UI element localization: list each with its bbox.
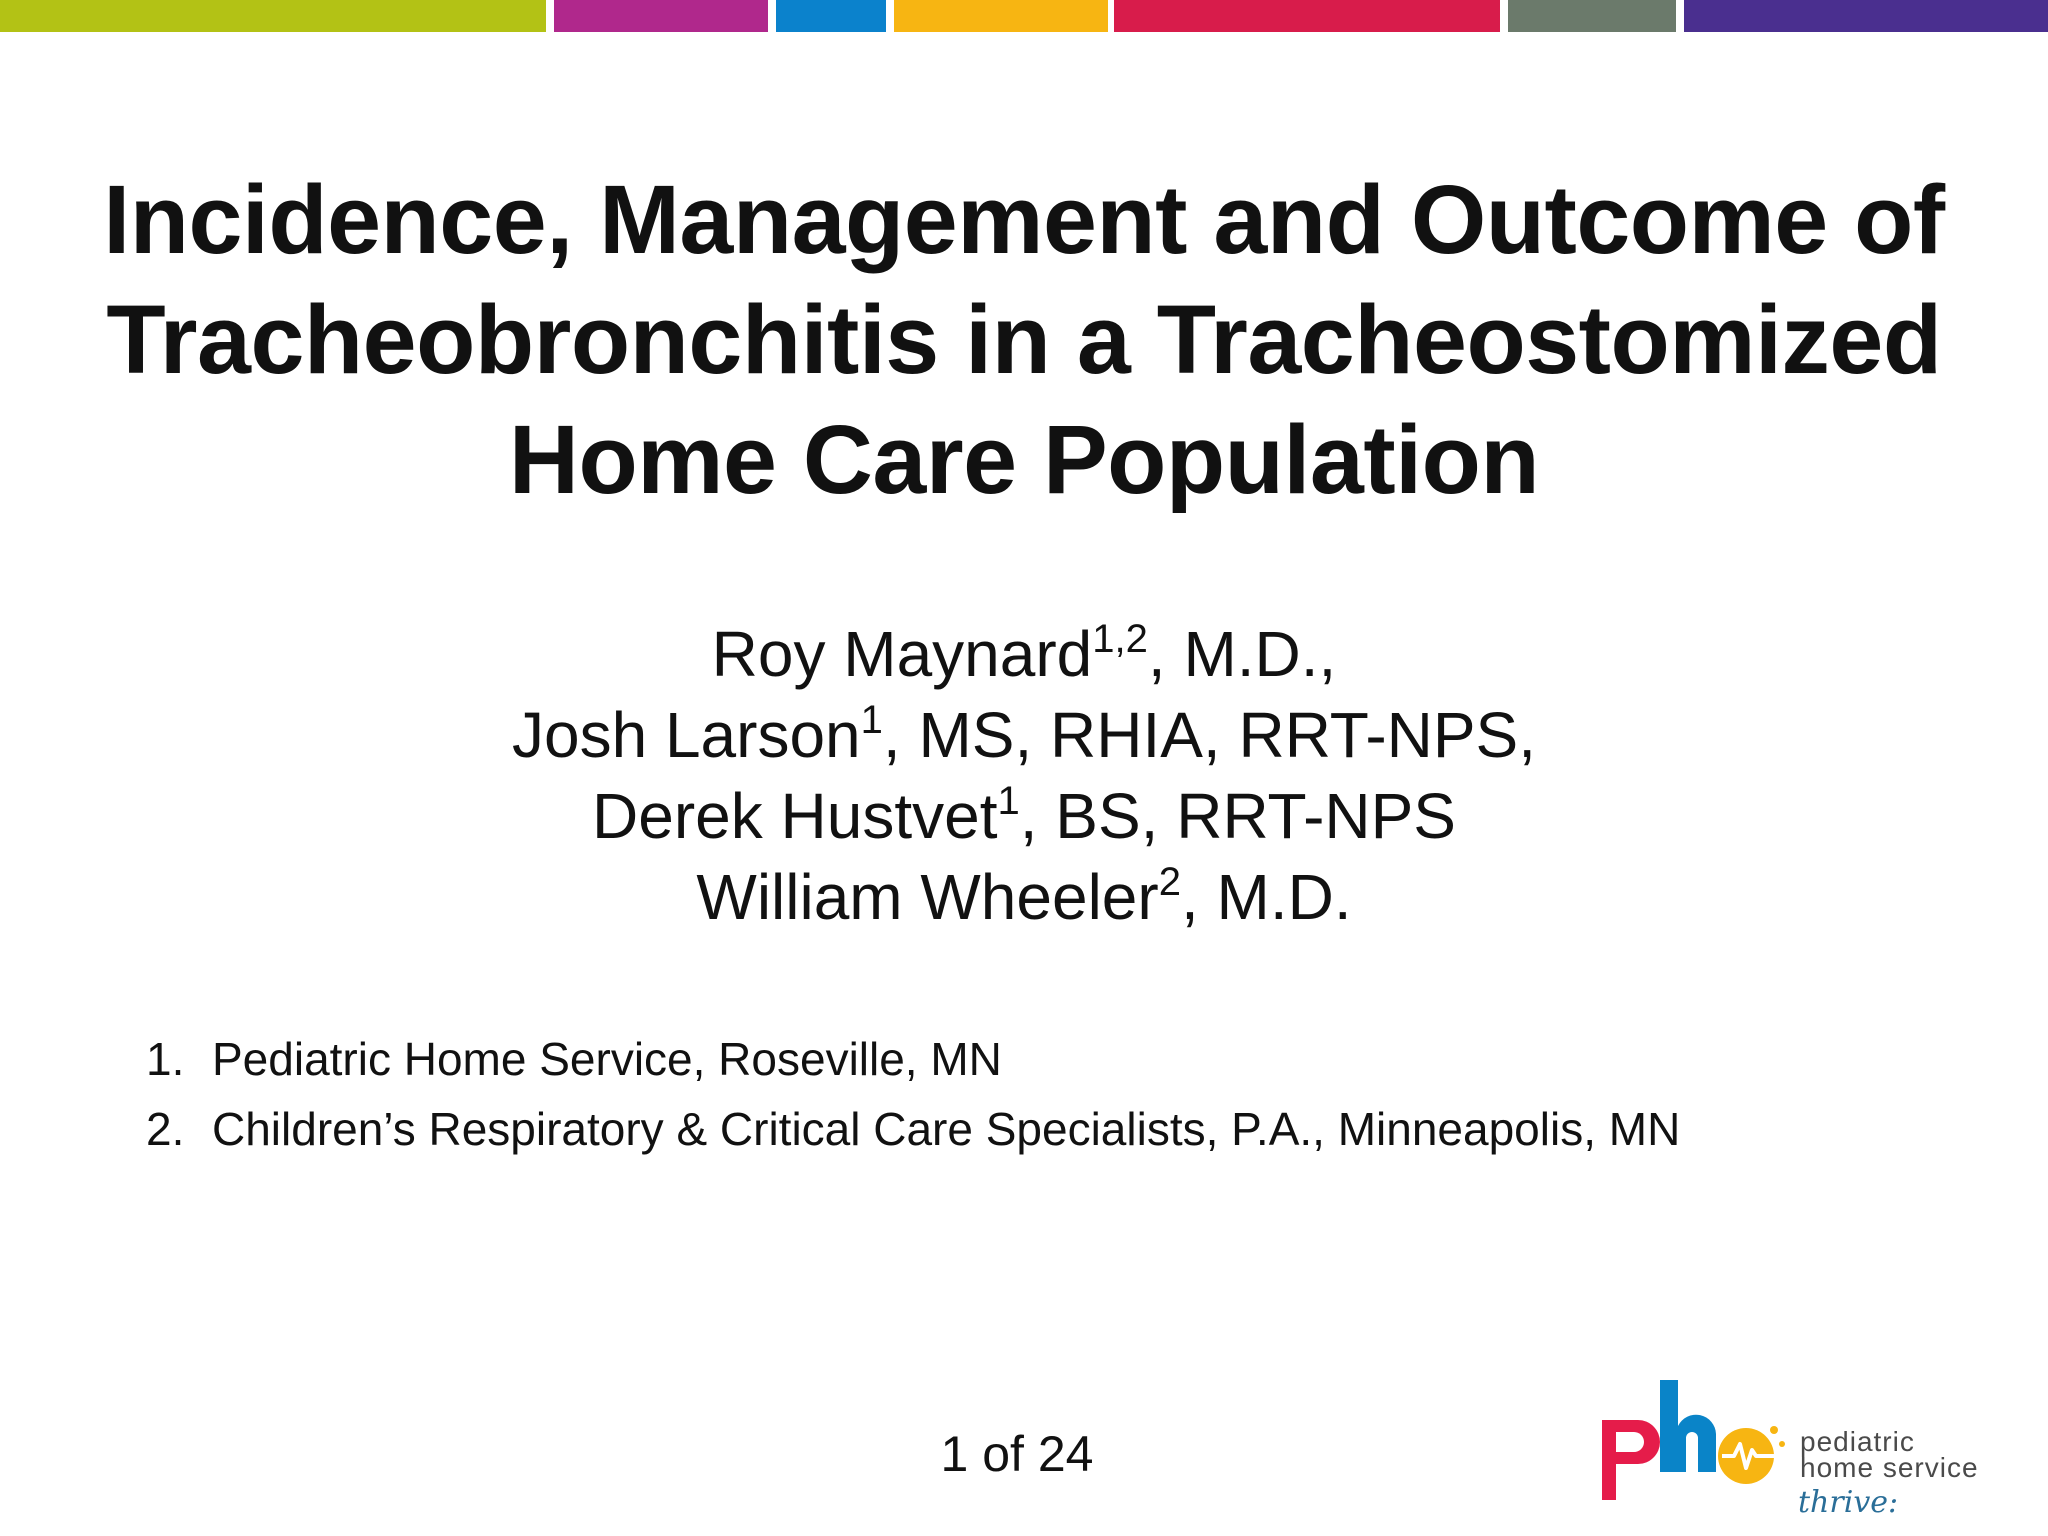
author-3 bbox=[0, 776, 2048, 857]
author-4 bbox=[0, 857, 2048, 938]
color-bar-segment-magenta bbox=[554, 0, 768, 32]
phs-logo-icon bbox=[1596, 1374, 1796, 1530]
affiliation-item-2 bbox=[146, 1094, 1680, 1164]
author-credentials: , BS, RRT-NPS bbox=[1019, 780, 1456, 852]
logo-tagline: thrive: bbox=[1798, 1485, 1899, 1520]
author-2 bbox=[0, 695, 2048, 776]
slide-title bbox=[0, 160, 2048, 520]
author-1 bbox=[0, 614, 2048, 695]
title-line-3: Home Care Population bbox=[508, 405, 1540, 514]
author-affiliation-marker: 1 bbox=[997, 779, 1020, 823]
author-name: Derek Hustvet bbox=[592, 780, 998, 852]
affiliation-list bbox=[146, 1024, 1680, 1164]
author-list bbox=[0, 614, 2048, 938]
author-affiliation-marker: 2 bbox=[1158, 860, 1181, 904]
color-bar-segment-red bbox=[1114, 0, 1500, 32]
author-credentials: , M.D., bbox=[1147, 618, 1337, 690]
page-indicator: 1 of 24 bbox=[940, 1426, 1094, 1482]
author-credentials: , M.D. bbox=[1180, 861, 1352, 933]
title-line-1: Incidence, Management and Outcome of bbox=[103, 165, 1945, 274]
affiliation-text: Children’s Respiratory & Critical Care Specialists, P.A., Minneapolis, MN bbox=[212, 1103, 1681, 1155]
affiliation-item-1 bbox=[146, 1024, 1680, 1094]
logo-text-line-1: pediatric bbox=[1800, 1426, 1915, 1457]
author-name: Josh Larson bbox=[511, 699, 861, 771]
author-affiliation-marker: 1,2 bbox=[1092, 617, 1148, 661]
author-affiliation-marker: 1 bbox=[860, 698, 883, 742]
author-credentials: , MS, RHIA, RRT-NPS, bbox=[882, 699, 1537, 771]
logo-text-line-2: home service bbox=[1800, 1452, 1979, 1483]
color-bar-segment-yellow bbox=[894, 0, 1108, 32]
color-bar-segment-green bbox=[0, 0, 546, 32]
affiliation-number: 2. bbox=[146, 1103, 185, 1155]
color-bar-segment-gray bbox=[1508, 0, 1676, 32]
author-name: William Wheeler bbox=[696, 861, 1159, 933]
author-name: Roy Maynard bbox=[711, 618, 1093, 690]
title-line-2: Tracheobronchitis in a Tracheostomized bbox=[106, 285, 1942, 394]
affiliation-text: Pediatric Home Service, Roseville, MN bbox=[212, 1033, 1002, 1085]
phs-logo bbox=[1596, 1374, 2036, 1530]
affiliation-number: 1. bbox=[146, 1033, 185, 1085]
color-bar bbox=[0, 0, 2048, 32]
color-bar-segment-blue bbox=[776, 0, 886, 32]
color-bar-segment-purple bbox=[1684, 0, 2048, 32]
